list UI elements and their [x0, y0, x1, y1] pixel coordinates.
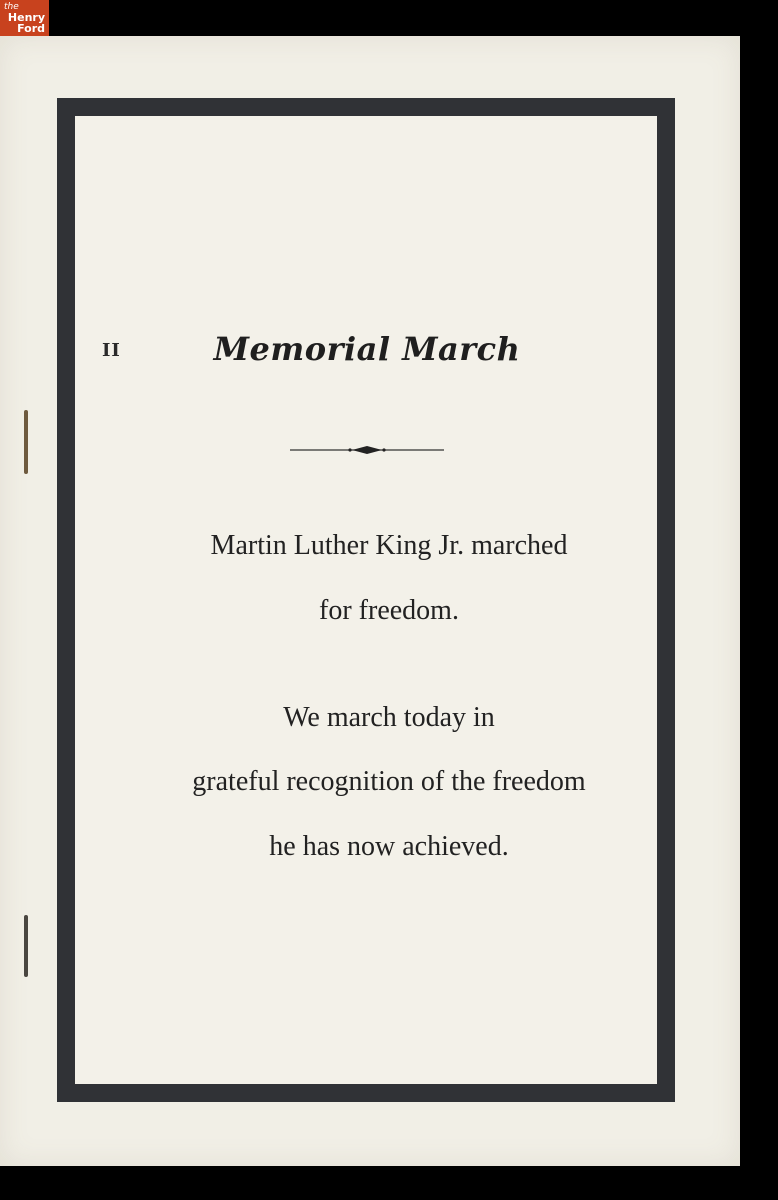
logo-text-henry: Henry	[7, 11, 45, 24]
logo-text-ford: Ford	[17, 22, 45, 35]
text-line-4: grateful recognition of the freedom	[192, 766, 586, 797]
page-title: Memorial March	[213, 330, 521, 368]
text-line-1: Martin Luther King Jr. marched	[210, 530, 568, 561]
text-line-2: for freedom.	[319, 595, 459, 626]
binding-stitch-bottom	[24, 915, 28, 977]
logo-text-the: the	[4, 2, 19, 12]
binding-stitch-top	[24, 410, 28, 474]
ornamental-divider	[290, 440, 444, 460]
text-line-5: he has now achieved.	[269, 831, 509, 862]
section-numeral: II	[102, 340, 121, 361]
text-line-3: We march today in	[283, 702, 495, 733]
